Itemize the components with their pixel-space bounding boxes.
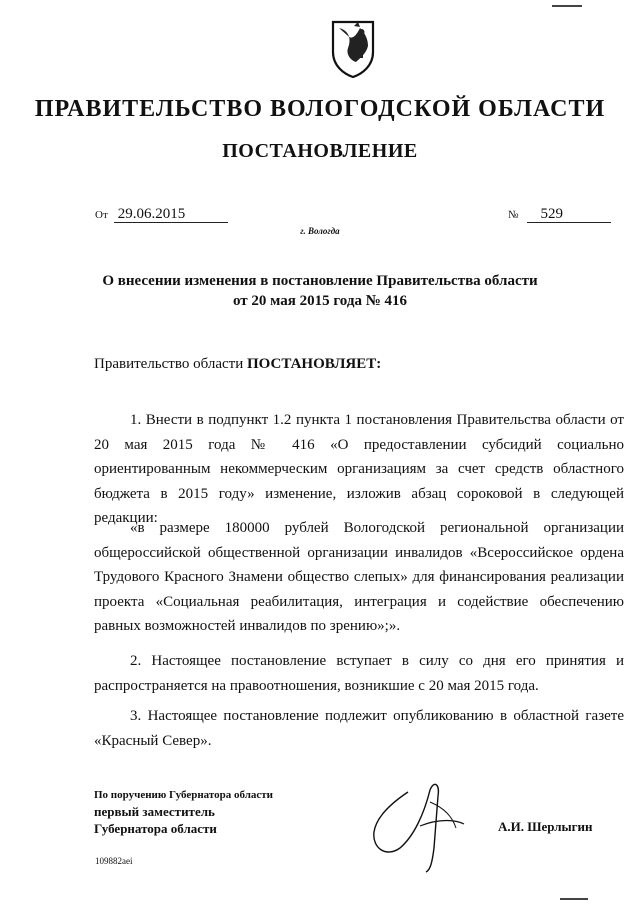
quoted-paragraph: «в размере 180000 рублей Вологодской региональной организации общероссийской общественной организации инвалидов «Всероссийское ордена Трудового Красного Знамени общество слепых» для финансирования реализации проекта «Социальная реабилитация, интеграция и содействие обеспечению равных возможностей инвалидов по зрению»;». <box>94 520 624 634</box>
paragraph-1: 1. Внести в подпункт 1.2 пункта 1 постановления Правительства области от 20 мая 2015 года № 416 «О предоставлении субсидий социально ориентированным некоммерческим организациям за счет средств областного бюджета в 2015 году» изменение, изложив абзац сороковой в следующей редакции: <box>94 412 624 526</box>
paragraph-2: 2. Настоящее постановление вступает в силу со дня его принятия и распространяется на правоотношения, возникшие с 20 мая 2015 года. <box>94 653 624 694</box>
document-subject <box>0 271 640 311</box>
signatory-line-2: первый заместитель <box>94 804 215 819</box>
scan-mark <box>560 898 588 900</box>
scan-mark <box>552 5 582 7</box>
registration-number: 109882aei <box>95 856 133 866</box>
date-field <box>95 206 228 223</box>
signer-name: А.И. Шерлыгин <box>498 819 593 834</box>
paragraph-3: 3. Настоящее постановление подлежит опубликованию в областной газете «Красный Север». <box>94 708 624 749</box>
government-name: ПРАВИТЕЛЬСТВО ВОЛОГОДСКОЙ ОБЛАСТИ <box>34 96 606 122</box>
document-type: ПОСТАНОВЛЕНИЕ <box>222 140 418 162</box>
date-value: 29.06.2015 <box>114 206 228 223</box>
subject-line-1: О внесении изменения в постановление Правительства области <box>102 273 538 289</box>
signatory-line-1: По поручению Губернатора области <box>94 789 274 801</box>
decree-word: ПОСТАНОВЛЯЕТ: <box>246 356 382 372</box>
subject-line-2: от 20 мая 2015 года № 416 <box>232 293 408 309</box>
date-label: От <box>95 209 108 221</box>
number-field <box>508 206 611 223</box>
signatory-title <box>94 787 273 837</box>
number-value: 529 <box>527 206 611 223</box>
city-label: г. Вологда <box>300 226 340 236</box>
handwritten-signature <box>360 778 470 874</box>
coat-of-arms-icon <box>330 18 376 78</box>
number-label: № <box>508 209 519 221</box>
decree-statement <box>94 356 381 373</box>
signatory-line-3: Губернатора области <box>94 821 217 836</box>
decree-prefix: Правительство области <box>94 356 247 372</box>
